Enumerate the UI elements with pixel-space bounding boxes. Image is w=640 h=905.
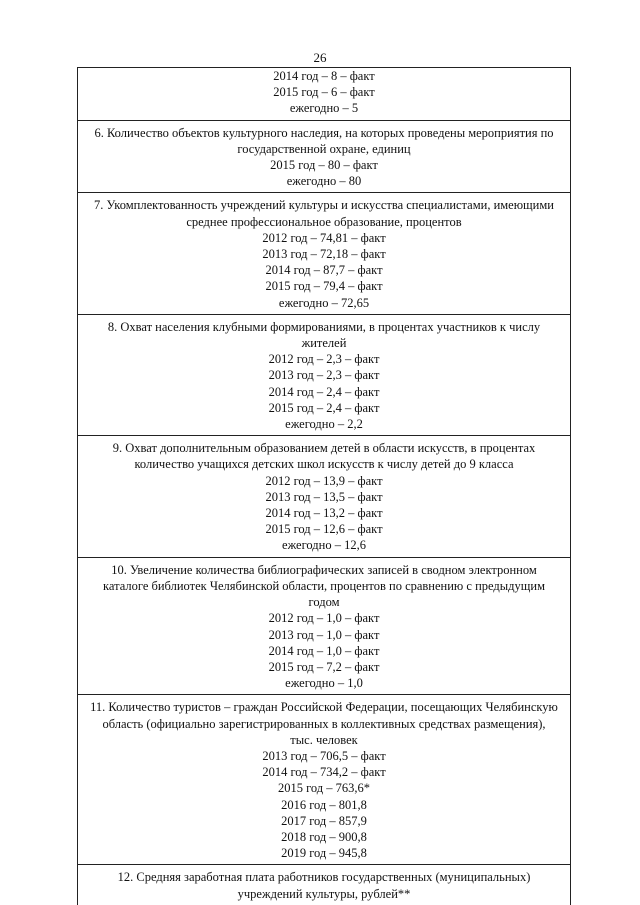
- heading-line: государственной охране, единиц: [237, 141, 411, 156]
- indicator-heading: [78, 125, 570, 157]
- heading-line: 6. Количество объектов культурного наследия, на которых проведены мероприятия по: [94, 125, 554, 140]
- indicator-section: [78, 695, 570, 864]
- value-line: 2012 год – 1,0 – факт: [268, 611, 380, 626]
- value-line: 2017 год – 857,9: [281, 813, 367, 828]
- heading-line: 7. Укомплектованность учреждений культуры и искусства специалистами, имеющими: [94, 198, 554, 213]
- indicator-values: [78, 351, 570, 432]
- value-line: ежегодно – 80: [286, 174, 362, 189]
- value-line: 2014 год – 8 – факт: [273, 69, 375, 83]
- value-line: 2015 год – 763,6*: [277, 781, 371, 796]
- value-line: 2019 год – 945,8: [281, 846, 367, 861]
- indicator-heading: [78, 319, 570, 351]
- indicator-values: [78, 748, 570, 861]
- value-line: 2012 год – 2,3 – факт: [268, 352, 380, 367]
- heading-line: каталоге библиотек Челябинской области, процентов по сравнению с предыдущим: [103, 578, 545, 593]
- indicator-section: [78, 121, 570, 193]
- indicator-heading: [78, 869, 570, 901]
- value-line: 2012 год – 74,81 – факт: [262, 230, 386, 245]
- heading-line: 10. Увеличение количества библиографических записей в сводном электронном: [111, 562, 537, 577]
- value-line: ежегодно – 5: [289, 101, 359, 116]
- value-line: 2012 год – 13,9 – факт: [265, 473, 383, 488]
- value-line: 2013 год – 13,5 – факт: [265, 489, 383, 504]
- indicator-section: [78, 68, 570, 120]
- value-line: 2016 год – 801,8: [281, 797, 367, 812]
- heading-line: область (официально зарегистрированных в коллективных средствах размещения),: [102, 716, 546, 731]
- heading-line: 12. Средняя заработная плата работников государственных (муниципальных): [117, 870, 531, 885]
- indicator-heading: [78, 699, 570, 748]
- value-line: ежегодно – 72,65: [278, 295, 370, 310]
- value-line: 2014 год – 2,4 – факт: [268, 384, 380, 399]
- indicator-values: [78, 473, 570, 554]
- indicator-heading: [78, 197, 570, 229]
- value-line: 2013 год – 72,18 – факт: [262, 247, 386, 262]
- heading-line: годом: [308, 595, 340, 610]
- indicator-values: [78, 610, 570, 691]
- indicator-section: [78, 865, 570, 904]
- indicator-values: [78, 230, 570, 311]
- indicator-section: [78, 193, 570, 313]
- indicator-values: [78, 157, 570, 189]
- indicator-section: [78, 315, 570, 435]
- value-line: 2014 год – 13,2 – факт: [265, 506, 383, 521]
- value-line: 2015 год – 79,4 – факт: [265, 279, 383, 294]
- value-line: 2013 год – 706,5 – факт: [262, 748, 386, 763]
- value-line: 2015 год – 2,4 – факт: [268, 400, 380, 415]
- value-line: 2015 год – 6 – факт: [273, 85, 375, 100]
- heading-line: жителей: [301, 336, 347, 351]
- indicator-section: [78, 558, 570, 695]
- indicator-section: [78, 436, 570, 556]
- heading-line: среднее профессиональное образование, процентов: [186, 214, 462, 229]
- value-line: 2018 год – 900,8: [281, 829, 367, 844]
- value-line: 2014 год – 734,2 – факт: [262, 765, 386, 780]
- heading-line: учреждений культуры, рублей**: [237, 886, 411, 901]
- value-line: 2014 год – 1,0 – факт: [268, 643, 380, 658]
- indicator-values: [78, 68, 570, 117]
- indicator-heading: [78, 440, 570, 472]
- value-line: 2015 год – 12,6 – факт: [265, 522, 383, 537]
- indicator-table: [77, 67, 571, 905]
- heading-line: 11. Количество туристов – граждан Российской Федерации, посещающих Челябинскую: [90, 700, 558, 715]
- value-line: 2013 год – 1,0 – факт: [268, 627, 380, 642]
- heading-line: тыс. человек: [290, 732, 358, 747]
- value-line: ежегодно – 1,0: [285, 676, 363, 691]
- value-line: ежегодно – 2,2: [285, 417, 363, 432]
- page-number: 26: [313, 50, 327, 65]
- value-line: 2013 год – 2,3 – факт: [268, 368, 380, 383]
- value-line: ежегодно – 12,6: [282, 538, 366, 553]
- heading-line: количество учащихся детских школ искусств к числу детей до 9 класса: [134, 457, 514, 472]
- indicator-heading: [78, 562, 570, 611]
- value-line: 2015 год – 7,2 – факт: [268, 659, 380, 674]
- value-line: 2014 год – 87,7 – факт: [265, 263, 383, 278]
- value-line: 2015 год – 80 – факт: [270, 158, 378, 173]
- heading-line: 9. Охват дополнительным образованием детей в области искусств, в процентах: [112, 441, 536, 456]
- heading-line: 8. Охват населения клубными формированиями, в процентах участников к числу: [107, 319, 541, 334]
